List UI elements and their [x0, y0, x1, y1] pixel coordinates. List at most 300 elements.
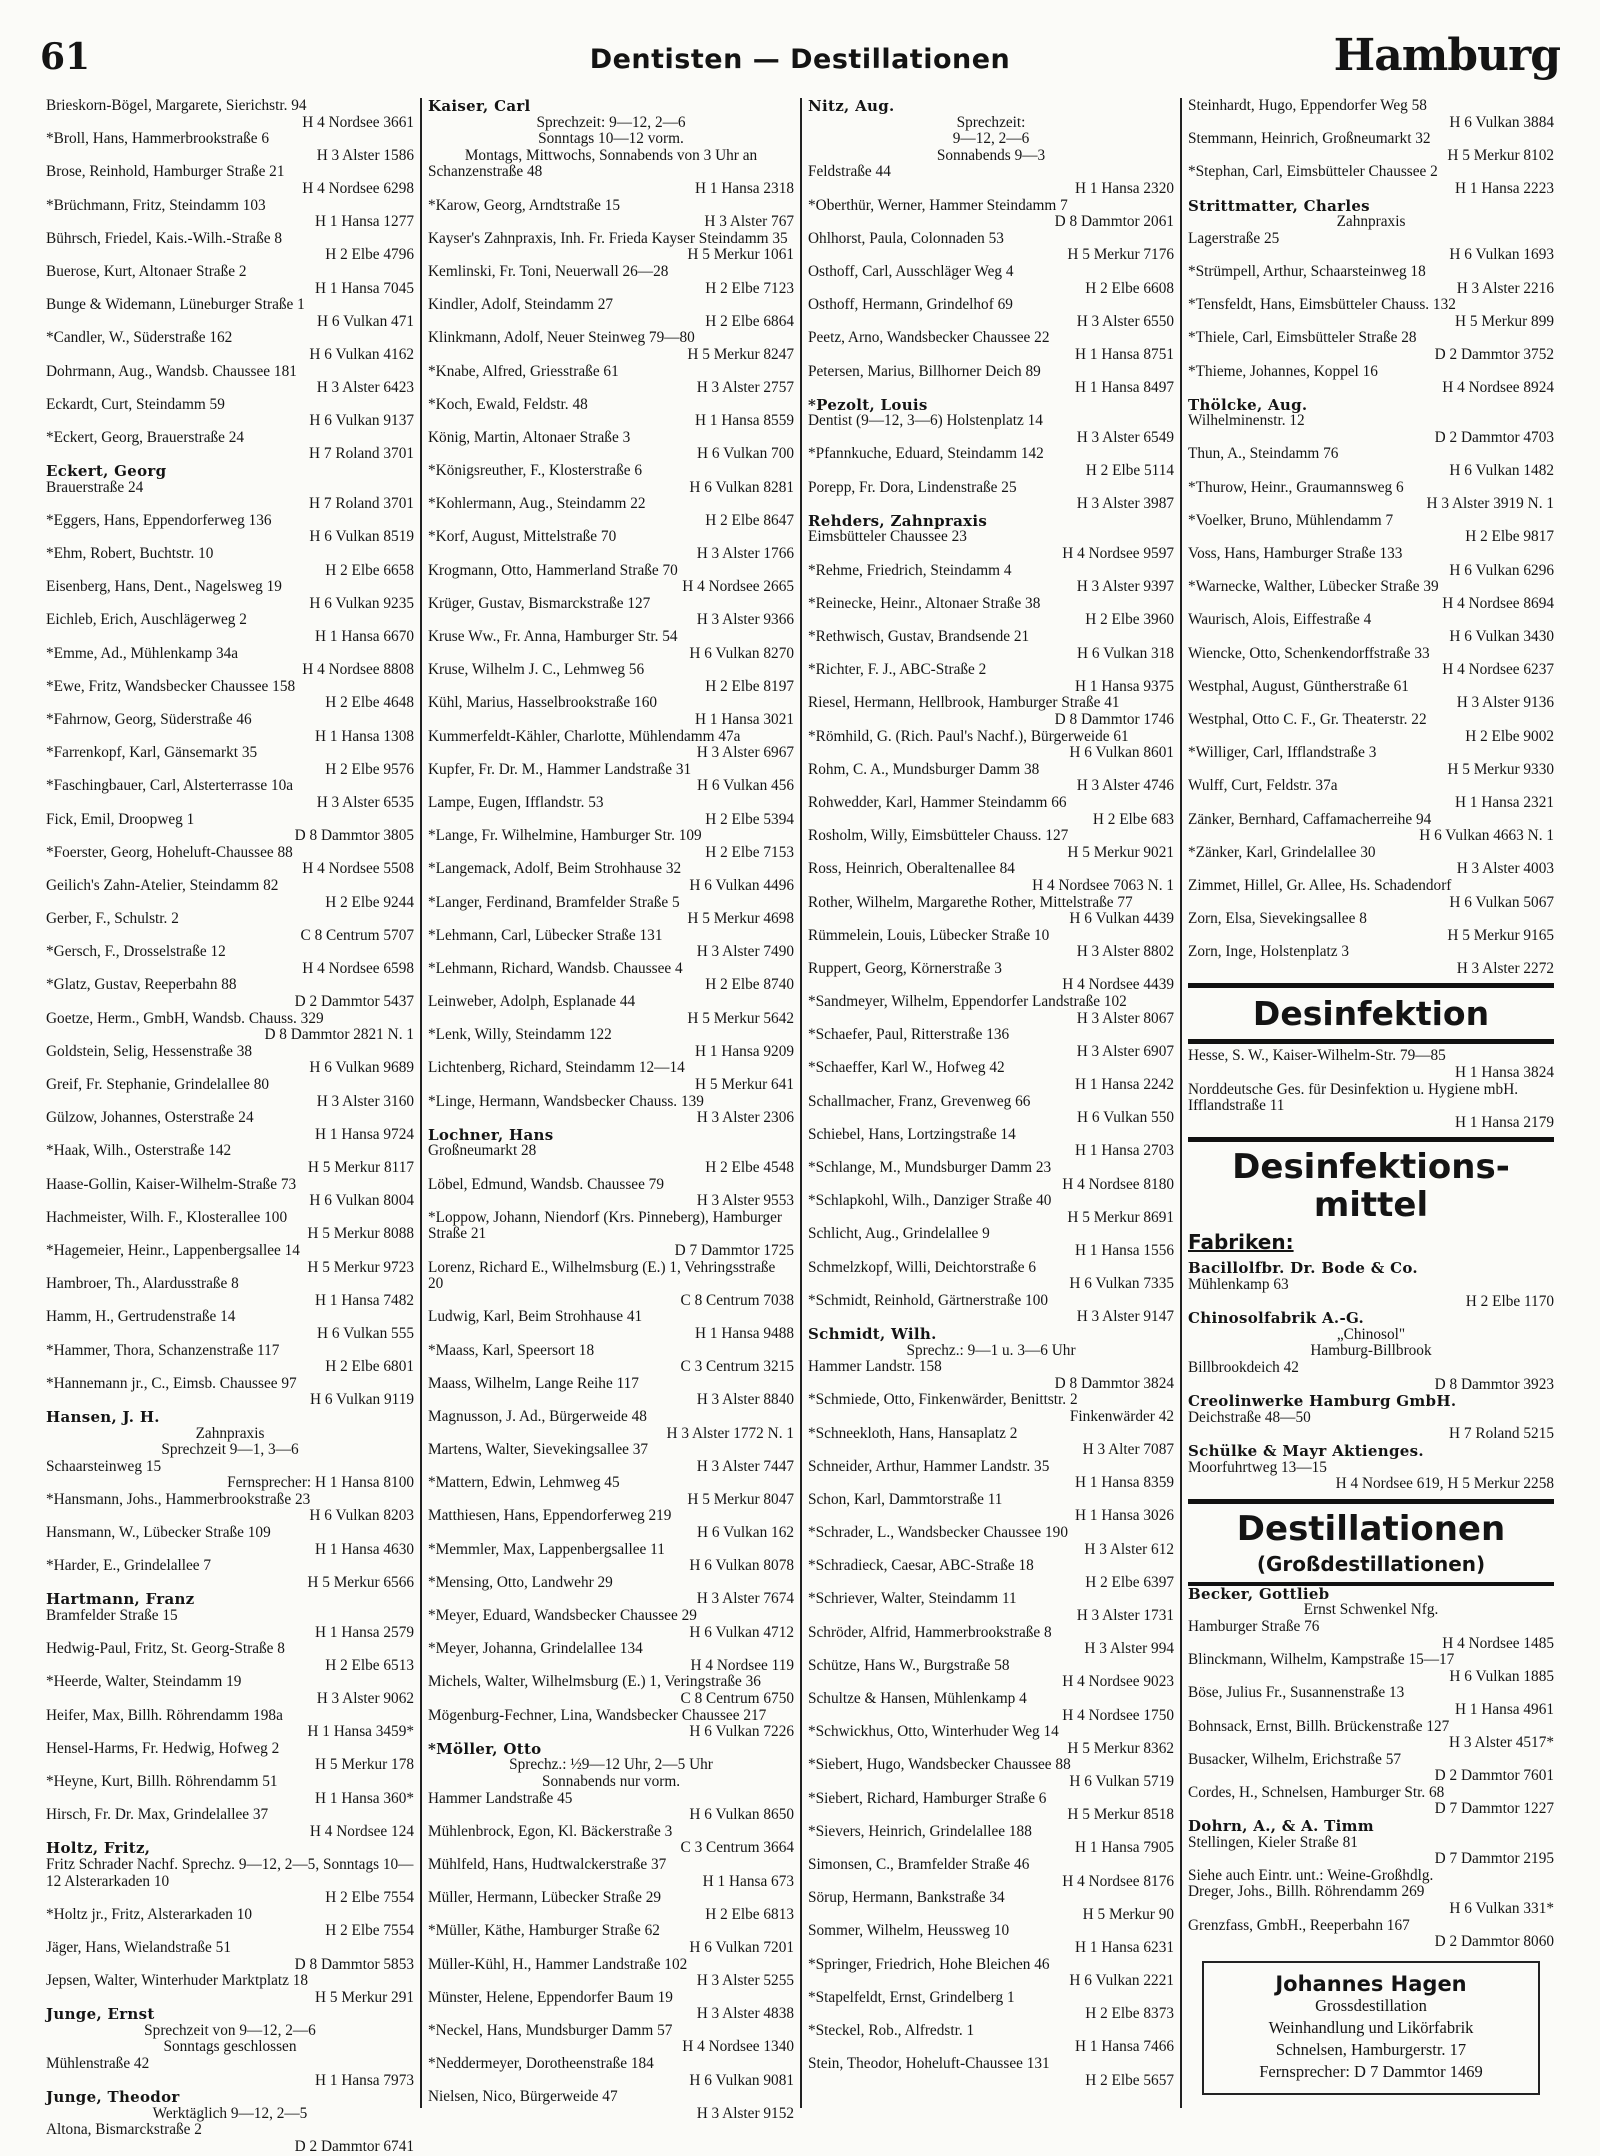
- entry-phone: D 8 Dammtor 3824: [1054, 1374, 1174, 1392]
- entry-text: Zorn, Elsa, Sievekingsallee 8: [1188, 910, 1367, 928]
- entry-text: *Schaefer, Paul, Ritterstraße 136: [808, 1026, 1010, 1044]
- entry-text: Steinhardt, Hugo, Eppendorfer Weg 58: [1188, 97, 1427, 114]
- entry-text: *Voelker, Bruno, Mühlendamm 7: [1188, 511, 1394, 529]
- directory-entry: [1188, 1818, 1554, 1868]
- entry-phone: H 2 Elbe 6658: [325, 561, 414, 579]
- entry-text: *Oberthür, Werner, Hammer Steindamm 7: [808, 196, 1068, 214]
- entry-text: Müller, Hermann, Lübecker Straße 29: [428, 1889, 662, 1907]
- directory-entry: [808, 1857, 1174, 1890]
- directory-entry: [428, 662, 794, 695]
- entry-phone: H 6 Vulkan 2221: [1069, 1972, 1174, 1990]
- entry-text: *Strümpell, Arthur, Schaarsteinweg 18: [1188, 262, 1426, 280]
- directory-entry: [1188, 911, 1554, 944]
- directory-entry: [46, 546, 414, 579]
- entry-phone: H 1 Hansa 6231: [1075, 1938, 1174, 1956]
- directory-entry: [428, 264, 794, 297]
- entry-phone: H 6 Vulkan 8650: [689, 1806, 794, 1824]
- entry-phone: H 5 Merkur 6566: [307, 1573, 414, 1591]
- entry-text: Fritz Schrader Nachf. Sprechz. 9—12, 2—5, Sonntags 10—12 Alsterarkaden 10: [46, 1855, 414, 1890]
- entry-phone: H 4 Nordsee 8808: [302, 661, 414, 679]
- directory-entry: [808, 795, 1174, 828]
- entry-phone: H 5 Merkur 9165: [1447, 926, 1554, 944]
- entry-phone: H 6 Vulkan 9689: [309, 1059, 414, 1077]
- entry-text: Jäger, Hans, Wielandstraße 51: [46, 1938, 231, 1956]
- entry-phone: H 4 Nordsee 1750: [1062, 1706, 1174, 1724]
- entry-text: Schneider, Arthur, Hammer Landstr. 35: [808, 1457, 1050, 1475]
- entry-phone: H 3 Alster 4003: [1456, 860, 1554, 878]
- entry-phone: H 1 Hansa 7466: [1075, 2038, 1174, 2056]
- directory-entry: [46, 1243, 414, 1276]
- entry-phone: H 4 Nordsee 9023: [1062, 1673, 1174, 1691]
- dentisten-continued: [1188, 98, 1554, 977]
- directory-entry: [46, 745, 414, 778]
- directory-entry: [428, 629, 794, 662]
- entry-phone: H 5 Merkur 178: [315, 1756, 414, 1774]
- entry-text: Müller-Kühl, H., Hammer Landstraße 102: [428, 1955, 688, 1973]
- directory-entry: [46, 1143, 414, 1176]
- entry-text: Zorn, Inge, Holstenplatz 3: [1188, 943, 1349, 961]
- directory-entry: [46, 2006, 414, 2089]
- entry-note: Sonnabends nur vorm.: [541, 1772, 681, 1790]
- directory-entry: [808, 729, 1174, 762]
- entry-text: *Neckel, Hans, Mundsburger Damm 57: [428, 2021, 673, 2039]
- entry-text: *Sievers, Heinrich, Grindelallee 188: [808, 1822, 1032, 1840]
- entry-phone: H 6 Vulkan 3884: [1449, 113, 1554, 131]
- entry-phone: H 5 Merkur 5642: [687, 1009, 794, 1027]
- entry-phone: H 3 Alster 8840: [696, 1391, 794, 1409]
- entry-phone: H 5 Merkur 8691: [1067, 1208, 1174, 1226]
- entry-phone: H 3 Alster 1731: [1076, 1607, 1174, 1625]
- entry-phone: H 4 Nordsee 5508: [302, 860, 414, 878]
- entry-text: *Langemack, Adolf, Beim Strohhause 32: [428, 860, 682, 878]
- entry-text: Krogmann, Otto, Hammerland Straße 70: [428, 561, 678, 579]
- entry-text: Hammer Landstr. 158: [808, 1358, 942, 1376]
- entry-text: Löbel, Edmund, Wandsb. Chaussee 79: [428, 1175, 664, 1193]
- entry-note: Sonntags 10—12 vorm.: [538, 130, 684, 148]
- entry-text: Brauerstraße 24: [46, 478, 144, 496]
- entry-phone: D 2 Dammtor 7601: [1434, 1767, 1554, 1785]
- entry-phone: H 4 Nordsee 119: [690, 1656, 794, 1674]
- ad-line: Grossdestillation: [1315, 1995, 1427, 2015]
- entry-text: Westphal, August, Güntherstraße 61: [1188, 677, 1409, 695]
- entry-text: *Lehmann, Richard, Wandsb. Chaussee 4: [428, 959, 683, 977]
- entry-note: Ernst Schwenkel Nfg.: [1303, 1601, 1439, 1619]
- directory-entry: [46, 1409, 414, 1492]
- entry-phone: H 2 Elbe 5114: [1085, 462, 1174, 480]
- entry-phone: H 6 Vulkan 7335: [1069, 1275, 1174, 1293]
- entry-text: Busacker, Wilhelm, Erichstraße 57: [1188, 1750, 1402, 1768]
- entry-phone: H 6 Vulkan 1482: [1449, 462, 1554, 480]
- directory-entry: [1188, 1884, 1554, 1917]
- directory-entry: [46, 1774, 414, 1807]
- entry-phone: H 1 Hansa 2320: [1075, 179, 1174, 197]
- entry-phone: H 3 Alster 8067: [1076, 1009, 1174, 1027]
- entry-phone: C 3 Centrum 3215: [680, 1358, 794, 1376]
- columns: [40, 97, 1560, 2156]
- directory-entry: [46, 1708, 414, 1741]
- entry-text: Sommer, Wilhelm, Heussweg 10: [808, 1922, 1010, 1940]
- entry-phone: H 3 Alster 6423: [316, 379, 414, 397]
- entry-note: „Chinosol": [1336, 1325, 1406, 1343]
- entry-text: *Foerster, Georg, Hoheluft-Chaussee 88: [46, 843, 293, 861]
- entry-text: Rohwedder, Karl, Hammer Steindamm 66: [808, 793, 1067, 811]
- directory-entry: [808, 1193, 1174, 1226]
- directory-entry: [46, 164, 414, 197]
- entry-text: Bührsch, Friedel, Kais.-Wilh.-Straße 8: [46, 229, 283, 247]
- entry-phone: H 2 Elbe 4548: [705, 1159, 794, 1176]
- entry-text: Grenzfass, GmbH., Reeperbahn 167: [1188, 1916, 1410, 1934]
- directory-entry: [428, 297, 794, 330]
- entry-phone: H 2 Elbe 7554: [325, 1889, 414, 1907]
- entry-text: Schmelzkopf, Willi, Deichtorstraße 6: [808, 1258, 1037, 1276]
- entry-phone: H 5 Merkur 8247: [687, 345, 794, 363]
- directory-entry: [808, 1160, 1174, 1193]
- directory-entry: [428, 1027, 794, 1060]
- entry-phone: H 3 Alster 2272: [1456, 959, 1554, 977]
- directory-entry: [1188, 1443, 1554, 1493]
- entry-text: Mögenburg-Fechner, Lina, Wandsbecker Chaussee 217: [428, 1706, 767, 1724]
- entry-text: Rosholm, Willy, Eimsbütteler Chauss. 127: [808, 827, 1069, 845]
- entry-phone: H 2 Elbe 9817: [1465, 528, 1554, 546]
- directory-entry: [46, 812, 414, 845]
- directory-entry: [46, 646, 414, 679]
- entry-phone: H 5 Merkur 7176: [1067, 246, 1174, 264]
- entry-bold-name: Bacillolfbr. Dr. Bode & Co.: [1188, 1259, 1418, 1278]
- entry-phone: H 2 Elbe 9576: [325, 760, 414, 778]
- entry-phone: H 6 Vulkan 8004: [309, 1192, 414, 1210]
- entry-phone: H 1 Hansa 2318: [695, 179, 794, 197]
- entry-phone: H 1 Hansa 3021: [695, 710, 794, 728]
- directory-entry: [1188, 446, 1554, 479]
- directory-entry: [428, 928, 794, 961]
- entry-text: Altona, Bismarckstraße 2: [46, 2121, 202, 2139]
- entry-text: *Zänker, Karl, Grindelallee 30: [1188, 843, 1376, 861]
- directory-entry: [46, 911, 414, 944]
- entry-phone: H 6 Vulkan 700: [697, 445, 794, 463]
- directory-entry: [1188, 712, 1554, 745]
- entry-phone: H 5 Merkur 291: [315, 1988, 414, 2006]
- directory-entry: [428, 1990, 794, 2023]
- directory-entry: [808, 98, 1174, 198]
- directory-entry: [428, 430, 794, 463]
- directory-entry: [808, 1326, 1174, 1392]
- entry-text: *Rehme, Friedrich, Steindamm 4: [808, 561, 1012, 579]
- entry-text: *Schneekloth, Hans, Hansaplatz 2: [808, 1424, 1018, 1442]
- entry-phone: D 8 Dammtor 3805: [294, 827, 414, 845]
- entry-phone: H 2 Elbe 9244: [325, 893, 414, 911]
- entry-phone: D 2 Dammtor 6741: [294, 2138, 414, 2156]
- entry-text: Gerber, F., Schulstr. 2: [46, 910, 179, 928]
- directory-entry: [428, 1260, 794, 1310]
- entry-text: *Meyer, Johanna, Grindelallee 134: [428, 1640, 643, 1658]
- directory-entry: [1188, 264, 1554, 297]
- entry-text: Kupfer, Fr. Dr. M., Hammer Landstraße 31: [428, 760, 692, 778]
- directory-entry: [428, 695, 794, 728]
- directory-entry: [1188, 131, 1554, 164]
- entry-phone: H 1 Hansa 9209: [695, 1042, 794, 1060]
- directory-entry: [808, 446, 1174, 479]
- desinfektion-list: [1188, 1048, 1554, 1131]
- entry-text: *Mensing, Otto, Landwehr 29: [428, 1573, 613, 1591]
- entry-phone: H 5 Merkur 641: [695, 1076, 794, 1094]
- directory-entry: [428, 1210, 794, 1260]
- entry-phone: H 1 Hansa 2579: [315, 1623, 414, 1641]
- entry-text: Klinkmann, Adolf, Neuer Steinweg 79—80: [428, 329, 695, 347]
- entry-phone: H 1 Hansa 3459*: [307, 1723, 414, 1741]
- entry-text: König, Martin, Altonaer Straße 3: [428, 428, 631, 446]
- entry-phone: H 2 Elbe 7554: [325, 1922, 414, 1940]
- entry-text: *Reinecke, Heinr., Altonaer Straße 38: [808, 594, 1041, 612]
- entry-phone: H 3 Alster 4517*: [1449, 1734, 1554, 1752]
- entry-phone: H 3 Alster 9366: [696, 611, 794, 629]
- entry-phone: H 1 Hansa 2242: [1075, 1076, 1174, 1094]
- entry-phone: H 2 Elbe 1170: [1465, 1292, 1554, 1310]
- entry-text: Münster, Helene, Eppendorfer Baum 19: [428, 1988, 673, 2006]
- entry-phone: H 6 Vulkan 471: [317, 312, 414, 330]
- entry-phone: H 4 Nordsee 6298: [302, 179, 414, 197]
- entry-phone: H 5 Merkur 8102: [1447, 146, 1554, 164]
- entry-phone: H 6 Vulkan 5719: [1069, 1772, 1174, 1790]
- entry-phone: H 6 Vulkan 9119: [309, 1391, 414, 1409]
- directory-entry: [46, 1011, 414, 1044]
- entry-text: Zänker, Bernhard, Caffamacherreihe 94: [1188, 810, 1432, 828]
- directory-entry: [46, 679, 414, 712]
- directory-entry: [808, 1791, 1174, 1824]
- entry-bold-name: Eckert, Georg: [46, 462, 167, 481]
- directory-entry: [1188, 364, 1554, 397]
- entry-text: Kruse, Wilhelm J. C., Lehmweg 56: [428, 661, 645, 679]
- directory-entry: [46, 944, 414, 977]
- entry-phone: H 6 Vulkan 8270: [689, 644, 794, 662]
- entry-phone: H 4 Nordsee 8694: [1442, 594, 1554, 612]
- entry-phone: H 6 Vulkan 1693: [1449, 246, 1554, 264]
- entry-text: Riesel, Hermann, Hellbrook, Hamburger Straße 41: [808, 694, 1120, 712]
- directory-entry: [808, 330, 1174, 363]
- entry-text: Rohm, C. A., Mundsburger Damm 38: [808, 760, 1040, 778]
- directory-entry: [46, 463, 414, 513]
- directory-entry: [808, 895, 1174, 928]
- directory-entry: [428, 1127, 794, 1177]
- entry-text: Hesse, S. W., Kaiser-Wilhelm-Str. 79—85: [1188, 1047, 1446, 1065]
- directory-entry: [1188, 778, 1554, 811]
- directory-entry: [46, 397, 414, 430]
- entry-text: Brieskorn-Bögel, Margarete, Sierichstr. 94: [46, 97, 307, 114]
- entry-text: Ludwig, Karl, Beim Strohhause 41: [428, 1308, 643, 1326]
- entry-phone: H 3 Alster 9062: [316, 1690, 414, 1707]
- directory-entry: [1188, 679, 1554, 712]
- entry-text: Schütze, Hans W., Burgstraße 58: [808, 1656, 1010, 1674]
- directory-entry: [808, 1426, 1174, 1459]
- entry-text: Schiebel, Hans, Lortzingstraße 14: [808, 1125, 1016, 1143]
- entry-phone: Finkenwärder 42: [1069, 1407, 1174, 1425]
- entry-phone: H 2 Elbe 9002: [1465, 727, 1554, 745]
- entry-phone: H 6 Vulkan 162: [697, 1524, 794, 1542]
- directory-entry: [46, 1309, 414, 1342]
- entry-text: Gülzow, Johannes, Osterstraße 24: [46, 1109, 254, 1127]
- entry-text: *Siebert, Hugo, Wandsbecker Chaussee 88: [808, 1756, 1071, 1774]
- entry-phone: H 1 Hansa 7973: [315, 2071, 414, 2089]
- entry-text: Geilich's Zahn-Atelier, Steindamm 82: [46, 876, 279, 894]
- entry-text: *Lehmann, Carl, Lübecker Straße 131: [428, 926, 663, 944]
- entry-phone: D 2 Dammtor 5437: [294, 993, 414, 1011]
- entry-phone: H 3 Alter 7087: [1082, 1441, 1174, 1459]
- entry-text: Osthoff, Hermann, Grindelhof 69: [808, 296, 1013, 314]
- entry-text: *Linge, Hermann, Wandsbecker Chauss. 139: [428, 1092, 704, 1110]
- entry-text: *Fahrnow, Georg, Süderstraße 46: [46, 710, 252, 728]
- entry-phone: H 3 Alster 2757: [696, 379, 794, 397]
- directory-entry: [428, 828, 794, 861]
- entry-phone: H 3 Alster 9147: [1076, 1308, 1174, 1326]
- entry-bold-name: *Pezolt, Louis: [808, 395, 928, 414]
- destillationen-list: [1188, 1586, 1554, 1951]
- directory-entry: [46, 778, 414, 811]
- directory-entry: [1188, 1719, 1554, 1752]
- entry-text: *Karow, Georg, Arndtstraße 15: [428, 196, 621, 214]
- entry-note: Hamburg-Billbrook: [1310, 1342, 1432, 1360]
- entry-phone: H 6 Vulkan 6296: [1449, 561, 1554, 579]
- directory-entry: [1188, 1685, 1554, 1718]
- entry-text: *Harder, E., Grindelallee 7: [46, 1557, 212, 1575]
- entry-phone: H 6 Vulkan 3430: [1449, 628, 1554, 645]
- entry-text: Haase-Gollin, Kaiser-Wilhelm-Straße 73: [46, 1175, 297, 1193]
- directory-entry: [428, 795, 794, 828]
- entry-phone: H 4 Nordsee 8180: [1062, 1175, 1174, 1193]
- directory-entry: [428, 895, 794, 928]
- entry-text: *Korf, August, Mittelstraße 70: [428, 528, 617, 546]
- entry-text: Schallmacher, Franz, Grevenweg 66: [808, 1092, 1031, 1110]
- directory-entry: [428, 198, 794, 231]
- entry-phone: H 3 Alster 767: [704, 213, 794, 231]
- directory-entry: [808, 994, 1174, 1027]
- directory-entry: [808, 1558, 1174, 1591]
- entry-bold-name: Hartmann, Franz: [46, 1590, 195, 1609]
- desinfektionsmittel-list: [1188, 1260, 1554, 1492]
- entry-phone: H 6 Vulkan 8078: [689, 1557, 794, 1575]
- entry-text: *Warnecke, Walther, Lübecker Straße 39: [1188, 578, 1439, 596]
- entry-phone: H 6 Vulkan 8601: [1069, 744, 1174, 762]
- entry-text: Mühlenbrock, Egon, Kl. Bäckerstraße 3: [428, 1822, 673, 1840]
- entry-phone: H 5 Merkur 90: [1082, 1905, 1174, 1923]
- entry-phone: H 6 Vulkan 7201: [689, 1938, 794, 1956]
- entry-bold-name: Kaiser, Carl: [428, 97, 531, 115]
- entry-text: Dreger, Johs., Billh. Röhrendamm 269: [1188, 1883, 1425, 1901]
- entry-text: Rümmelein, Louis, Lübecker Straße 10: [808, 926, 1050, 944]
- directory-entry: [46, 1940, 414, 1973]
- entry-phone: H 3 Alster 612: [1084, 1540, 1174, 1558]
- entry-phone: H 5 Merkur 4698: [687, 910, 794, 928]
- entry-phone: H 4 Nordsee 619, H 5 Merkur 2258: [1335, 1475, 1554, 1493]
- entry-phone: H 6 Vulkan 8281: [689, 478, 794, 496]
- directory-entry: [428, 1708, 794, 1741]
- entry-phone: H 1 Hansa 9724: [315, 1125, 414, 1143]
- page-header: [40, 30, 1560, 90]
- directory-entry: [428, 1890, 794, 1923]
- directory-entry: [428, 1409, 794, 1442]
- entry-text: *Schmidt, Reinhold, Gärtnerstraße 100: [808, 1291, 1049, 1309]
- entry-text: Mühlfeld, Hans, Hudtwalckerstraße 37: [428, 1855, 667, 1873]
- entry-note: Sprechzeit: 9—12, 2—6: [536, 113, 686, 131]
- entry-text: Greif, Fr. Stephanie, Grindelallee 80: [46, 1076, 270, 1094]
- entry-text: Leinweber, Adolph, Esplanade 44: [428, 993, 636, 1011]
- heading-desinfektionsmittel: Desinfektions-mittel: [1188, 1137, 1554, 1224]
- entry-text: *Müller, Käthe, Hamburger Straße 62: [428, 1922, 660, 1940]
- directory-entry: [808, 1890, 1174, 1923]
- directory-entry: [428, 762, 794, 795]
- entry-text: Hachmeister, Wilh. F., Klosterallee 100: [46, 1208, 288, 1226]
- entry-text: *Kohlermann, Aug., Steindamm 22: [428, 495, 646, 513]
- directory-entry: [808, 1691, 1174, 1724]
- directory-entry: [808, 662, 1174, 695]
- entry-text: Eimsbütteler Chaussee 23: [808, 528, 967, 546]
- directory-entry: [808, 1459, 1174, 1492]
- entry-text: Hensel-Harms, Fr. Hedwig, Hofweg 2: [46, 1739, 280, 1757]
- entry-text: Waurisch, Alois, Eiffestraße 4: [1188, 611, 1372, 629]
- directory-entry: [428, 1824, 794, 1857]
- directory-entry: [46, 1492, 414, 1525]
- entry-phone: H 1 Hansa 2223: [1455, 179, 1554, 197]
- page-number: 61: [40, 36, 91, 78]
- entry-phone: H 6 Vulkan 4663 N. 1: [1419, 827, 1554, 845]
- entry-text: Hedwig-Paul, Fritz, St. Georg-Straße 8: [46, 1640, 285, 1658]
- entry-text: *Römhild, G. (Rich. Paul's Nachf.), Bürgerweide 61: [808, 727, 1129, 745]
- entry-phone: D 7 Dammtor 1227: [1434, 1800, 1554, 1818]
- entry-text: *Schmiede, Otto, Finkenwärder, Benittstr. 2: [808, 1391, 1078, 1409]
- entry-phone: H 6 Vulkan 4439: [1069, 910, 1174, 928]
- entry-phone: D 2 Dammtor 8060: [1434, 1933, 1554, 1951]
- directory-entry: [808, 297, 1174, 330]
- entry-phone: H 3 Alster 7490: [696, 943, 794, 961]
- entry-phone: H 5 Merkur 9021: [1067, 843, 1174, 861]
- entry-text: *Schrader, L., Wandsbecker Chaussee 190: [808, 1524, 1068, 1542]
- entry-phone: H 4 Nordsee 8176: [1062, 1872, 1174, 1890]
- entry-text: Wulff, Curt, Feldstr. 37a: [1188, 777, 1338, 795]
- directory-entry: [46, 330, 414, 363]
- entry-phone: H 2 Elbe 683: [1092, 810, 1174, 828]
- entry-phone: H 1 Hansa 9488: [695, 1324, 794, 1342]
- directory-entry: [428, 1343, 794, 1376]
- directory-entry: [428, 1177, 794, 1210]
- entry-text: Rother, Wilhelm, Margarethe Rother, Mittelstraße 77: [808, 893, 1133, 911]
- entry-phone: H 6 Vulkan 4712: [689, 1623, 794, 1641]
- entry-bold-name: Lochner, Hans: [428, 1125, 554, 1144]
- directory-entry: [1188, 198, 1554, 264]
- entry-text: Hamburger Straße 76: [1188, 1617, 1320, 1635]
- entry-bold-name: Thölcke, Aug.: [1188, 395, 1308, 414]
- ad-title: Johannes Hagen: [1275, 1971, 1467, 1996]
- entry-text: *Pfannkuche, Eduard, Steindamm 142: [808, 445, 1044, 463]
- directory-entry: [808, 1658, 1174, 1691]
- directory-entry: [808, 1260, 1174, 1293]
- entry-phone: H 1 Hansa 8497: [1075, 379, 1174, 397]
- entry-phone: H 3 Alster 1586: [316, 146, 414, 164]
- entry-phone: H 1 Hansa 7045: [315, 279, 414, 297]
- entry-note: Sprechzeit von 9—12, 2—6: [144, 2021, 316, 2039]
- directory-entry: [808, 1757, 1174, 1790]
- entry-text: Lorenz, Richard E., Wilhelmsburg (E.) 1, Vehringsstraße 20: [428, 1258, 776, 1293]
- entry-text: *Königsreuther, F., Klosterstraße 6: [428, 462, 642, 480]
- entry-text: Sörup, Hermann, Bankstraße 34: [808, 1889, 1005, 1907]
- directory-entry: [46, 231, 414, 264]
- directory-entry: [46, 977, 414, 1010]
- entry-text: Mühlenkamp 63: [1188, 1276, 1289, 1294]
- entry-phone: H 4 Nordsee 6598: [302, 959, 414, 977]
- entry-phone: H 6 Vulkan 9235: [309, 594, 414, 612]
- directory-entry: [46, 430, 414, 463]
- entry-text: Feldstraße 44: [808, 163, 891, 181]
- directory-entry: [428, 1060, 794, 1093]
- directory-entry: [808, 596, 1174, 629]
- entry-phone: H 1 Hansa 3026: [1075, 1507, 1174, 1525]
